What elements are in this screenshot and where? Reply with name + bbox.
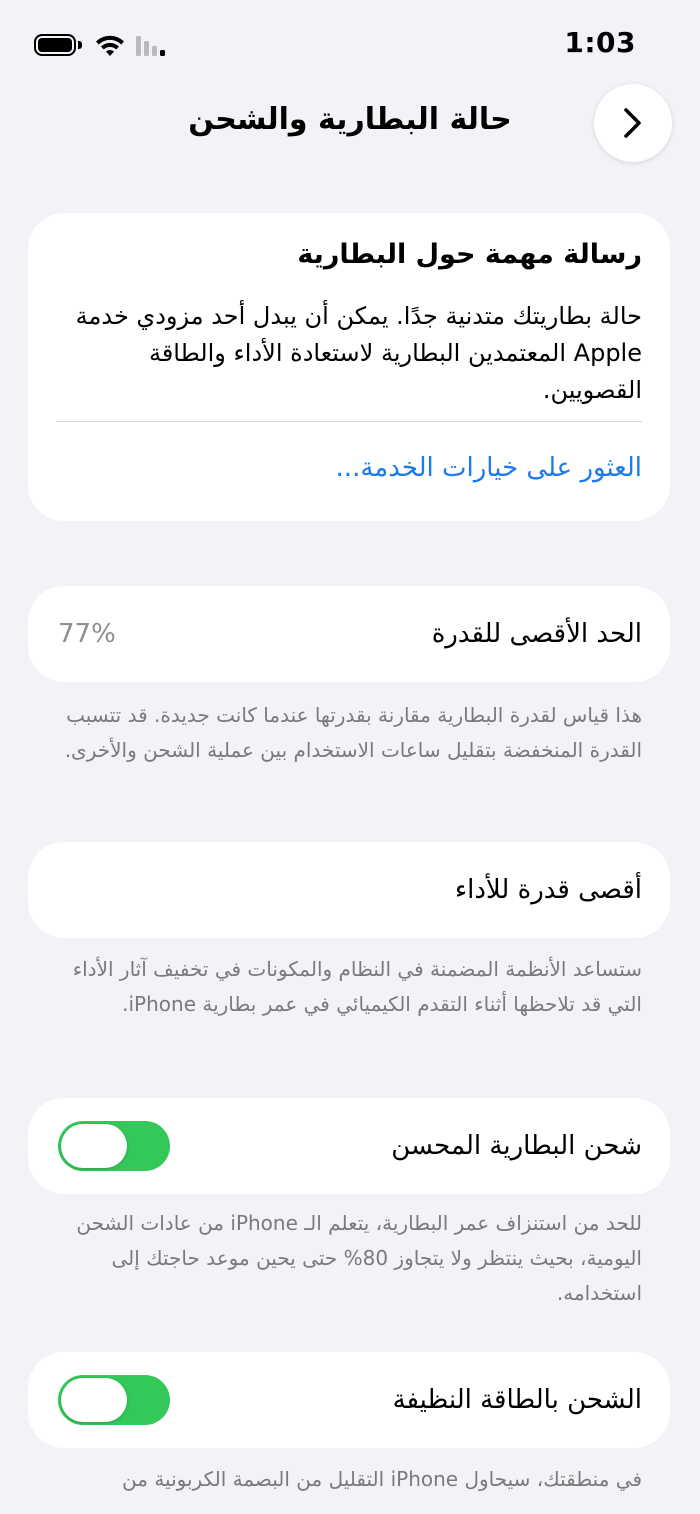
maximum-capacity-footnote: هذا قياس لقدرة البطارية مقارنة بقدرتها عندما كانت جديدة. قد تتسبب القدرة المنخفضة بتقليل ساعات الاستخدام بين عملية الشحن والأخرى.: [64, 703, 642, 762]
optimized-charging-footnote: للحد من استنزاف عمر البطارية، يتعلم الـ iPhone من عادات الشحن اليومية، بحيث ينتظر ولا يتجاوز 80% حتى يحين موعد حاجتك إلى استخدامه.: [76, 1211, 642, 1305]
battery-message-card: [28, 213, 670, 521]
cellular-signal-icon: [136, 34, 168, 56]
status-bar: [0, 0, 700, 80]
navigation-bar: [0, 82, 700, 166]
status-time: 1:03: [564, 26, 636, 59]
clean-energy-charging-footnote: في منطقتك، سيحاول iPhone التقليل من البصمة الكربونية من: [122, 1467, 642, 1491]
page-title: حالة البطارية والشحن: [188, 102, 512, 137]
maximum-capacity-value: 77%: [58, 619, 116, 649]
message-title: رسالة مهمة حول البطارية: [297, 239, 642, 270]
peak-performance-footnote: ستساعد الأنظمة المضمنة في النظام والمكونات في تخفيف آثار الأداء التي قد تلاحظها أثناء التقدم الكيميائي في عمر بطارية iPhone.: [72, 957, 642, 1016]
maximum-capacity-label: الحد الأقصى للقدرة: [431, 619, 642, 649]
toggle-knob: [61, 1124, 127, 1168]
find-service-options-link[interactable]: العثور على خيارات الخدمة...: [335, 453, 642, 483]
toggle-knob: [61, 1378, 127, 1422]
optimized-charging-toggle[interactable]: [58, 1121, 170, 1171]
peak-performance-label: أقصى قدرة للأداء: [454, 875, 642, 905]
battery-icon: [34, 31, 84, 59]
clean-energy-charging-label: الشحن بالطاقة النظيفة: [392, 1385, 642, 1415]
optimized-charging-row: [28, 1098, 670, 1194]
status-icons: [34, 30, 168, 60]
wifi-icon: [94, 32, 126, 58]
divider: [56, 421, 642, 422]
peak-performance-row: [28, 842, 670, 938]
optimized-charging-label: شحن البطارية المحسن: [391, 1131, 642, 1161]
clean-energy-charging-toggle[interactable]: [58, 1375, 170, 1425]
maximum-capacity-row: [28, 586, 670, 682]
message-body: حالة بطاريتك متدنية جدًا. يمكن أن يبدل أحد مزودي خدمة Apple المعتمدين البطارية لاستعادة الأداء والطاقة القصويين.: [75, 302, 642, 404]
clean-energy-charging-row: [28, 1352, 670, 1448]
